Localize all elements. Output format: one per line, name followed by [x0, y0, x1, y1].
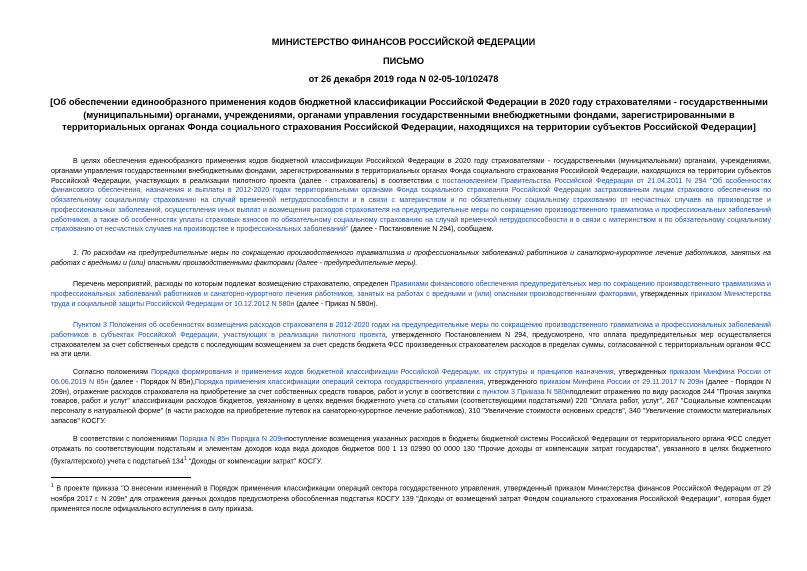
link-prikaz-85n[interactable]: приказом Минфина России от 06.06.2019 N 85н	[51, 368, 771, 386]
paragraph-intro	[51, 157, 771, 235]
text-span: , утвержденного	[483, 377, 540, 386]
text-span: "Доходы от компенсации затрат" КОСГУ.	[186, 456, 323, 465]
text-span: В соответствии с положениями	[73, 435, 180, 443]
text-span: Согласно положениям	[73, 368, 151, 376]
link-punkt-3-polozheniya[interactable]: Пунктом 3 Положения об особенностях возмещения расходов страхователя в 2012-2020 годах на предупредительные меры по сокращению производственного травматизма и профессиональных заболеваний работников в субъектах Российской Федерации, участвующих в реализации пилотного проекта	[51, 321, 771, 339]
text-span: (далее - Постановление N 294), сообщаем.	[348, 225, 494, 234]
paragraph-point-3	[51, 321, 771, 360]
footnote-mark: 1	[51, 483, 54, 489]
document-subject: [Об обеспечении единообразного применения кодов бюджетной классификации Российской Федерации в 2020 году страхователями - государственными (муниципальными) органами, учреждениями, органами управления государственными внебюджетными фондами, зарегистрированными в территориальных органах Фонда социального страхования Российской Федерации, находящихся на территории субъектов Российской Федерации]	[50, 97, 768, 132]
text-span: В целях обеспечения единообразного применения кодов бюджетной классификации Российской Федерации в 2020 году страхователями - государственными (муниципальными) органами, учреждениями, органами управления государственными внебюджетными фондами, зарегистрированными в территориальных органах Фонда социального страхования Российской Федерации, находящихся на территории субъектов Российской Федерации, участвующих в реализации пилотного проекта (далее - страхователь) в соответствии с	[51, 157, 771, 185]
footnote-reference[interactable]: 1	[183, 455, 187, 462]
link-poryadok-kosgu[interactable]: Порядка применения классификации операций сектора государственного управления	[194, 377, 484, 386]
paragraph-list-of-measures	[51, 280, 771, 309]
text-span: , утвержденного Постановлением N 294, предусмотрено, что оплата предупредительных мер осуществляется страхователем за счет собственных средств с последующим возмещением за счет средств бюджета ФСС произведенных страхователем расходов в пределах суммы, согласованной с территориальным органом ФСС на эти цели.	[51, 330, 771, 359]
link-prikaz-209n[interactable]: приказом Минфина России от 29.11.2017 N 209н	[539, 377, 704, 386]
text-span: (далее - Приказ N 580н).	[294, 299, 378, 308]
link-poryadok-85n-2[interactable]: Порядка N 85н	[179, 435, 230, 443]
text-span: поступление возмещения указанных расходов в бюджеты бюджетной системы Российской Федерации от территориального органа ФСС следует отражать по соответствующим подстатьям и элементам доходов кода вида доходов бюджетов 000 1 13 02990 00 0000 130 "Прочие доходы от компенсации затрат государства", увязанного в целях бюджетного (бухгалтерского) учета с подстатьей 134	[51, 435, 771, 465]
text-span: (далее - Порядок N 209н), отражение расходов страхователя на приобретение за счет собственных средств товаров, работ и услуг в соответствии с	[51, 377, 771, 396]
text-span: подлежит отражению по виду расходов 244 "Прочая закупка товаров, работ и услуг" классификации расходов бюджетов, увязанному в целях ведения бюджетного учета со статьями (соответствующими подстатьями) 220 "Оплата работ, услуг", 267 "Социальные компенсации персоналу в натуральной форме" (в части расходов на приобретение путевок на санаторно-курортное лечение работников), 310 "Увеличение стоимости основных средств", 340 "Увеличение стоимости материальных запасов" КОСГУ.	[51, 387, 771, 425]
text-span: , утвержденных	[635, 289, 691, 298]
link-punkt-3-prikaza-580n[interactable]: пунктом 3 Приказа N 580н	[482, 387, 570, 396]
link-prikaz-580n[interactable]: приказом Министерства труда и социальной защиты Российской Федерации от 10.12.2012 N 580н	[51, 289, 771, 308]
paragraph-income-codes	[51, 435, 771, 467]
footnote-text: В проекте приказа "О внесении изменений в Порядок применения классификации операций сектора государственного управления, утвержденный приказом Министерства финансов Российской Федерации от 29 ноября 2017 г. N 209н" для отражения данных доходов предусмотрена обособленная подстатья КОСГУ 139 "Доходы от возмещений затрат Фондом социального страхования Российской Федерации", которая будет применятся после официального вступления в силу приказа.	[51, 484, 771, 514]
link-poryadok-85n[interactable]: Порядка формирования и применения кодов бюджетной классификации Российской Федерации, их структуры и принципов назначения	[150, 368, 614, 376]
link-postanovlenie-294[interactable]: постановлением Правительства Российской Федерации от 21.04.2011 N 294 "Об особенностях финансового обеспечения, назначения и выплаты в 2012-2020 годах территориальными органами Фонда социального страхования Российской Федерации застрахованным лицам страхового обеспечения по обязательному социальному страхованию на случай временной нетрудоспособности и в связи с материнством и по обязательному социальному страхованию от несчастных случаев на производстве и профессиональных заболеваний, осуществления иных выплат и возмещения расходов страхователя на предупредительные меры по сокращению производственного травматизма и профессиональных заболеваний работников, а также об особенностях уплаты страховых взносов по обязательному социальному страхованию на случай временной нетрудоспособности и в связи с материнством и по обязательному социальному страхованию от несчастных случаев на производстве и профессиональных заболеваний"	[51, 176, 771, 234]
footnote-divider	[51, 477, 191, 478]
text-span: , утвержденных	[613, 368, 670, 376]
text-span: Перечень мероприятий, расходы по которым подлежат возмещению страхователю, определен	[73, 280, 391, 288]
paragraph-item-1: 1. По расходам на предупредительные меры по сокращению производственного травматизма и профессиональных заболеваний работников и санаторно-курортное лечение работников, занятых на работах с вредными и (или) опасными производственными факторами (далее - предупредительные меры).	[51, 249, 771, 267]
document-date-number: от 26 декабря 2019 года N 02-05-10/102478	[308, 74, 499, 84]
paragraph-expense-codes	[51, 368, 771, 427]
document-type: ПИСЬМО	[382, 56, 425, 66]
footnote	[51, 481, 771, 515]
link-pravila[interactable]: Правилами финансового обеспечения предупредительных мер по сокращению производственного травматизма и профессиональных заболеваний работников и санаторно-курортного лечения работников, занятых на работах с вредными и (или) опасными производственными факторами	[51, 280, 771, 298]
text-span: (далее - Порядок N 85н),	[108, 377, 195, 386]
link-poryadok-209n[interactable]: Порядка N 209н	[231, 435, 286, 443]
ministry-header: МИНИСТЕРСТВО ФИНАНСОВ РОССИЙСКОЙ ФЕДЕРАЦИИ	[271, 37, 536, 47]
